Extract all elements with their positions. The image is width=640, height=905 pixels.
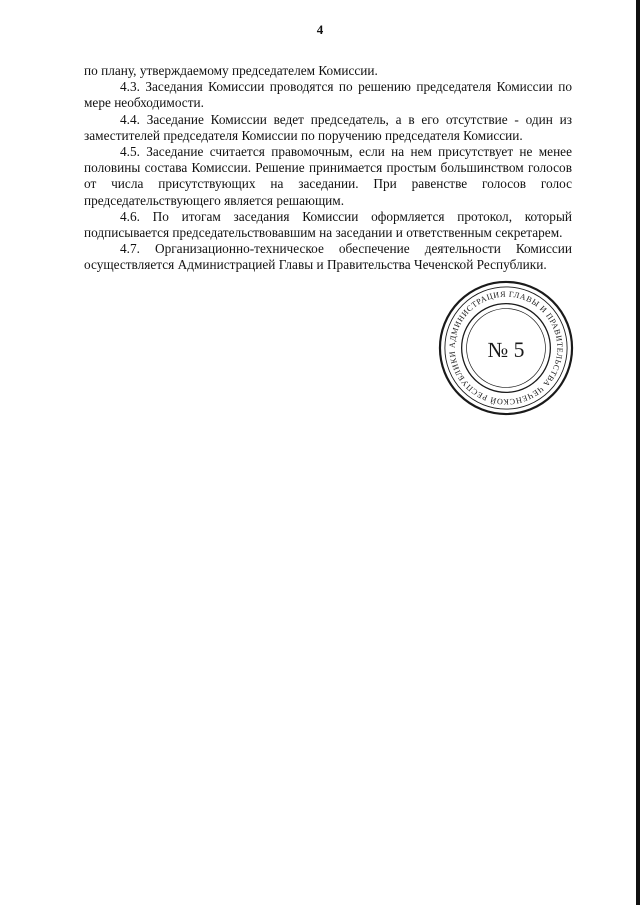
paragraph-4-3: 4.3. Заседания Комиссии проводятся по решению председателя Комиссии по мере необходимости. [84, 79, 572, 111]
stamp-number: № 5 [487, 337, 525, 362]
stamp-ring-textpath: АДМИНИСТРАЦИЯ ГЛАВЫ И ПРАВИТЕЛЬСТВА ЧЕЧЕНСКОЙ РЕСПУБЛИКИ [447, 289, 565, 407]
page-number: 4 [316, 22, 324, 37]
paragraph-4-7: 4.7. Организационно-техническое обеспечение деятельности Комиссии осуществляется Администрацией Главы и Правительства Чеченской Республики. [84, 241, 572, 273]
paragraph-4-6: 4.6. По итогам заседания Комиссии оформляется протокол, который подписывается председательствовавшим на заседании и ответственным секретарем. [84, 208, 572, 241]
paragraph-4-5: 4.5. Заседание считается правомочным, если на нем присутствует не менее половины состава Комиссии. Решение принимается простым большинством голосов от числа присутствующих на заседании. При равенстве голосов голос председательствующего является решающим. [84, 144, 572, 208]
paragraph-continuation: по плану, утверждаемому председателем Комиссии. [84, 63, 378, 78]
document-body [84, 63, 572, 274]
scan-edge-line [636, 0, 640, 905]
paragraph-4-4: 4.4. Заседание Комиссии ведет председатель, а в его отсутствие - один из заместителей председателя Комиссии по поручению председателя Комиссии. [84, 111, 572, 143]
official-stamp [437, 279, 575, 417]
